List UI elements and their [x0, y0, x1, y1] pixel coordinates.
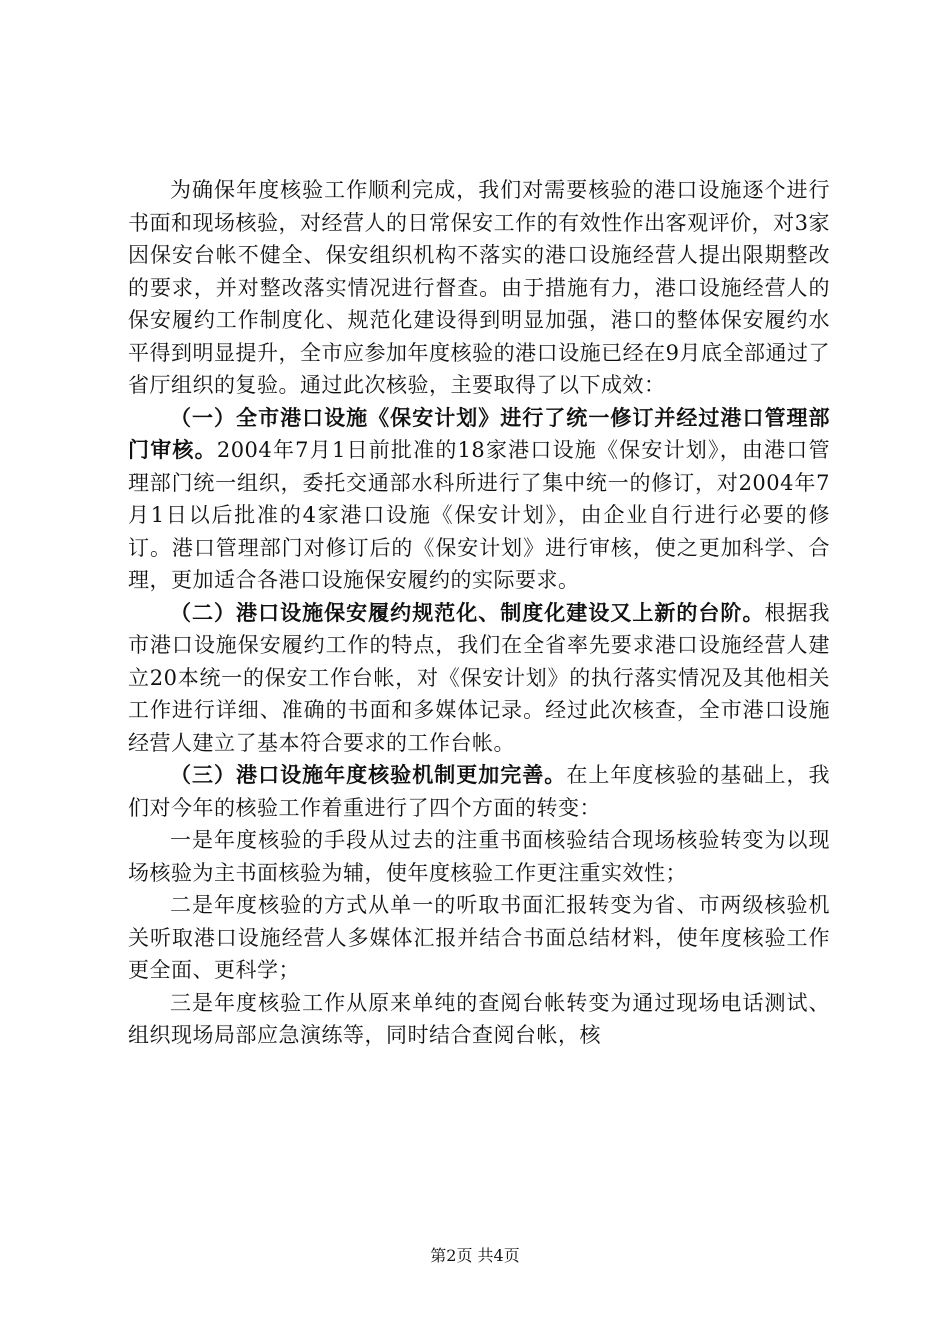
paragraph-text: 在上年度核验的基础上，我们对今年的核验工作着重进行了四个方面的转变： — [128, 763, 831, 820]
page-number: 第2页 共4页 — [430, 1246, 520, 1265]
paragraph-heading: （一）全市港口设施《保安计划》进行了统一修订并经过港口管理部门审核。 — [128, 405, 830, 462]
paragraph-text: 一是年度核验的手段从过去的注重书面核验结合现场核验转变为以现场核验为主书面核验为辅，使年度核验工作更注重实效性； — [128, 828, 830, 885]
paragraph-3 — [128, 597, 830, 760]
paragraph-text: 三是年度核验工作从原来单纯的查阅台帐转变为通过现场电话测试、组织现场局部应急演练等，同时结合查阅台帐，核 — [128, 990, 830, 1047]
paragraph-text: 根据我市港口设施保安履约工作的特点，我们在全省率先要求港口设施经营人建立20本统一的保安工作台帐，对《保安计划》的执行落实情况及其他相关工作进行详细、准确的书面和多媒体记录。经过此次核查，全市港口设施经营人建立了基本符合要求的工作台帐。 — [128, 600, 831, 755]
paragraph-5 — [128, 824, 830, 889]
paragraph-text: 二是年度核验的方式从单一的听取书面汇报转变为省、市两级核验机关听取港口设施经营人多媒体汇报并结合书面总结材料，使年度核验工作更全面、更科学； — [128, 893, 830, 982]
paragraph-2 — [128, 402, 830, 597]
paragraph-heading: （三）港口设施年度核验机制更加完善。 — [170, 763, 567, 787]
page-footer — [0, 1243, 950, 1266]
paragraph-text: 为确保年度核验工作顺利完成，我们对需要核验的港口设施逐个进行书面和现场核验，对经营人的日常保安工作的有效性作出客观评价，对3家因保安台帐不健全、保安组织机构不落实的港口设施经营人提出限期整改的要求，并对整改落实情况进行督查。由于措施有力，港口设施经营人的保安履约工作制度化、规范化建设得到明显加强，港口的整体保安履约水平得到明显提升，全市应参加年度核验的港口设施已经在9月底全部通过了省厅组织的复验。通过此次核验，主要取得了以下成效： — [128, 178, 830, 397]
paragraph-7 — [128, 987, 830, 1052]
paragraph-text: 2004年7月1日前批准的18家港口设施《保安计划》，由港口管理部门统一组织，委托交通部水科所进行了集中统一的修订，对2004年7月1日以后批准的4家港口设施《保安计划》，由企业自行进行必要的修订。港口管理部门对修订后的《保安计划》进行审核，使之更加科学、合理，更加适合各港口设施保安履约的实际要求。 — [128, 438, 831, 592]
paragraph-6 — [128, 889, 830, 987]
paragraph-heading: （二）港口设施保安履约规范化、制度化建设又上新的台阶。 — [170, 600, 765, 625]
paragraph-4 — [128, 759, 830, 824]
paragraph-1 — [128, 174, 830, 402]
document-body — [128, 174, 830, 1052]
